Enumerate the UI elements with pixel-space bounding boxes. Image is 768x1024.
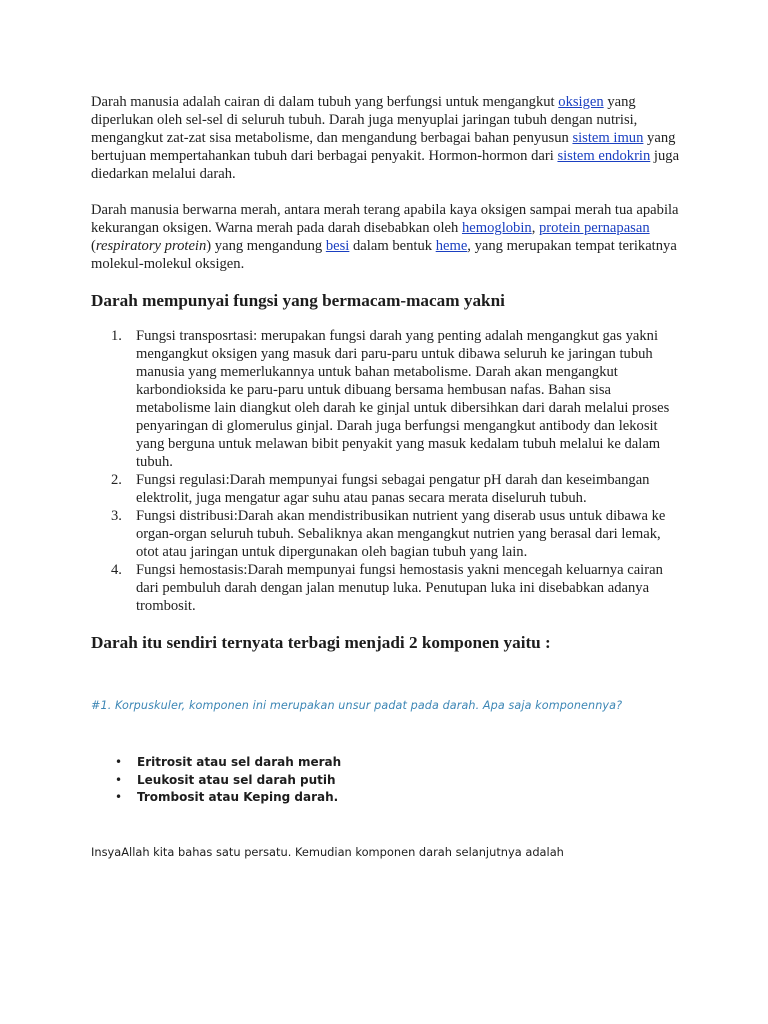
link-protein-pernapasan[interactable]: protein pernapasan — [539, 220, 650, 236]
link-sistem-endokrin[interactable]: sistem endokrin — [557, 148, 651, 164]
closing-text: InsyaAllah kita bahas satu persatu. Kemudian komponen darah selanjutnya adalah — [91, 845, 564, 859]
link-oksigen[interactable]: oksigen — [558, 94, 604, 110]
fungsi-item: 4. Fungsi hemostasis:Darah mempunyai fungsi hemostasis yakni mencegah keluarnya cairan dari pembuluh darah dengan jalan menutup luka. Penutupan luka ini disebabkan adanya trombosit. — [111, 562, 663, 614]
link-heme[interactable]: heme — [435, 238, 468, 254]
link-sistem-imun[interactable]: sistem imun — [572, 130, 644, 146]
bullet-icon: • — [115, 772, 123, 787]
komponen-item: • Eritrosit atau sel darah merah — [137, 754, 341, 772]
fungsi-item: 3. Fungsi distribusi:Darah akan mendistribusikan nutrient yang diserab usus untuk dibawa ke organ-organ seluruh tubuh. Sebaliknya akan mengangkut nutrien yang berasal dari lemak, otot atau jaringan untuk dipergunakan oleh bagian tubuh yang lain. — [111, 508, 666, 560]
korpuskuler-subtitle: #1. Korpuskuler, komponen ini merupakan unsur padat pada darah. Apa saja komponennya? — [91, 699, 623, 712]
komponen-item: • Trombosit atau Keping darah. — [137, 789, 341, 807]
fungsi-item: 2. Fungsi regulasi:Darah mempunyai fungsi sebagai pengatur pH darah dan keseimbangan elektrolit, juga mengatur agar suhu atau panas secara merata diseluruh tubuh. — [111, 472, 650, 506]
intro-paragraph-2: Darah manusia berwarna merah, antara merah terang apabila kaya oksigen sampai merah tua apabila kekurangan oksigen. Warna merah pada darah disebabkan oleh hemoglobin, protein pernapasan (respiratory protein) yang mengandung besi dalam bentuk heme, yang merupakan tempat terikatnya molekul-molekul oksigen. — [91, 202, 679, 272]
heading-komponen: Darah itu sendiri ternyata terbagi menjadi 2 komponen yaitu : — [91, 633, 551, 652]
link-hemoglobin[interactable]: hemoglobin — [461, 220, 532, 236]
intro-paragraph-1: Darah manusia adalah cairan di dalam tubuh yang berfungsi untuk mengangkut oksigen yang diperlukan oleh sel-sel di seluruh tubuh. Darah juga menyuplai jaringan tubuh dengan nutrisi, mengangkut zat-zat sisa metabolisme, dan mengandung berbagai bahan penyusun sistem imun yang bertujuan mempertahankan tubuh dari berbagai penyakit. Hormon-hormon dari sistem endokrin juga diedarkan melalui darah. — [91, 94, 680, 182]
komponen-item: • Leukosit atau sel darah putih — [137, 772, 341, 790]
bullet-icon: • — [115, 755, 123, 769]
fungsi-list — [111, 327, 682, 615]
fungsi-item: 1. Fungsi transposrtasi: merupakan fungsi darah yang penting adalah mengangkut gas yakni mengangkut oksigen yang masuk dari paru-paru untuk dibawa seluruh ke jaringan tubuh manusia yang memerlukannya untuk bahan metabolisme. Darah akan mengangkut karbondioksida ke paru-paru untuk dibuang bersama hembusan nafas. Bahan sisa metabolisme lain diangkut oleh darah ke ginjal untuk dibersihkan dari darah melalui proses penyaringan di glomerulus ginjal. Darah juga berfungsi mengangkut antibody dan lekosit yang berguna untuk melawan bibit penyakit yang masuk kedalam tubuh melalui ke dalam tubuh. — [111, 328, 670, 470]
link-besi[interactable]: besi — [325, 238, 350, 254]
heading-fungsi: Darah mempunyai fungsi yang bermacam-macam yakni — [91, 291, 505, 310]
komponen-list — [115, 754, 342, 807]
bullet-icon: • — [115, 790, 123, 804]
